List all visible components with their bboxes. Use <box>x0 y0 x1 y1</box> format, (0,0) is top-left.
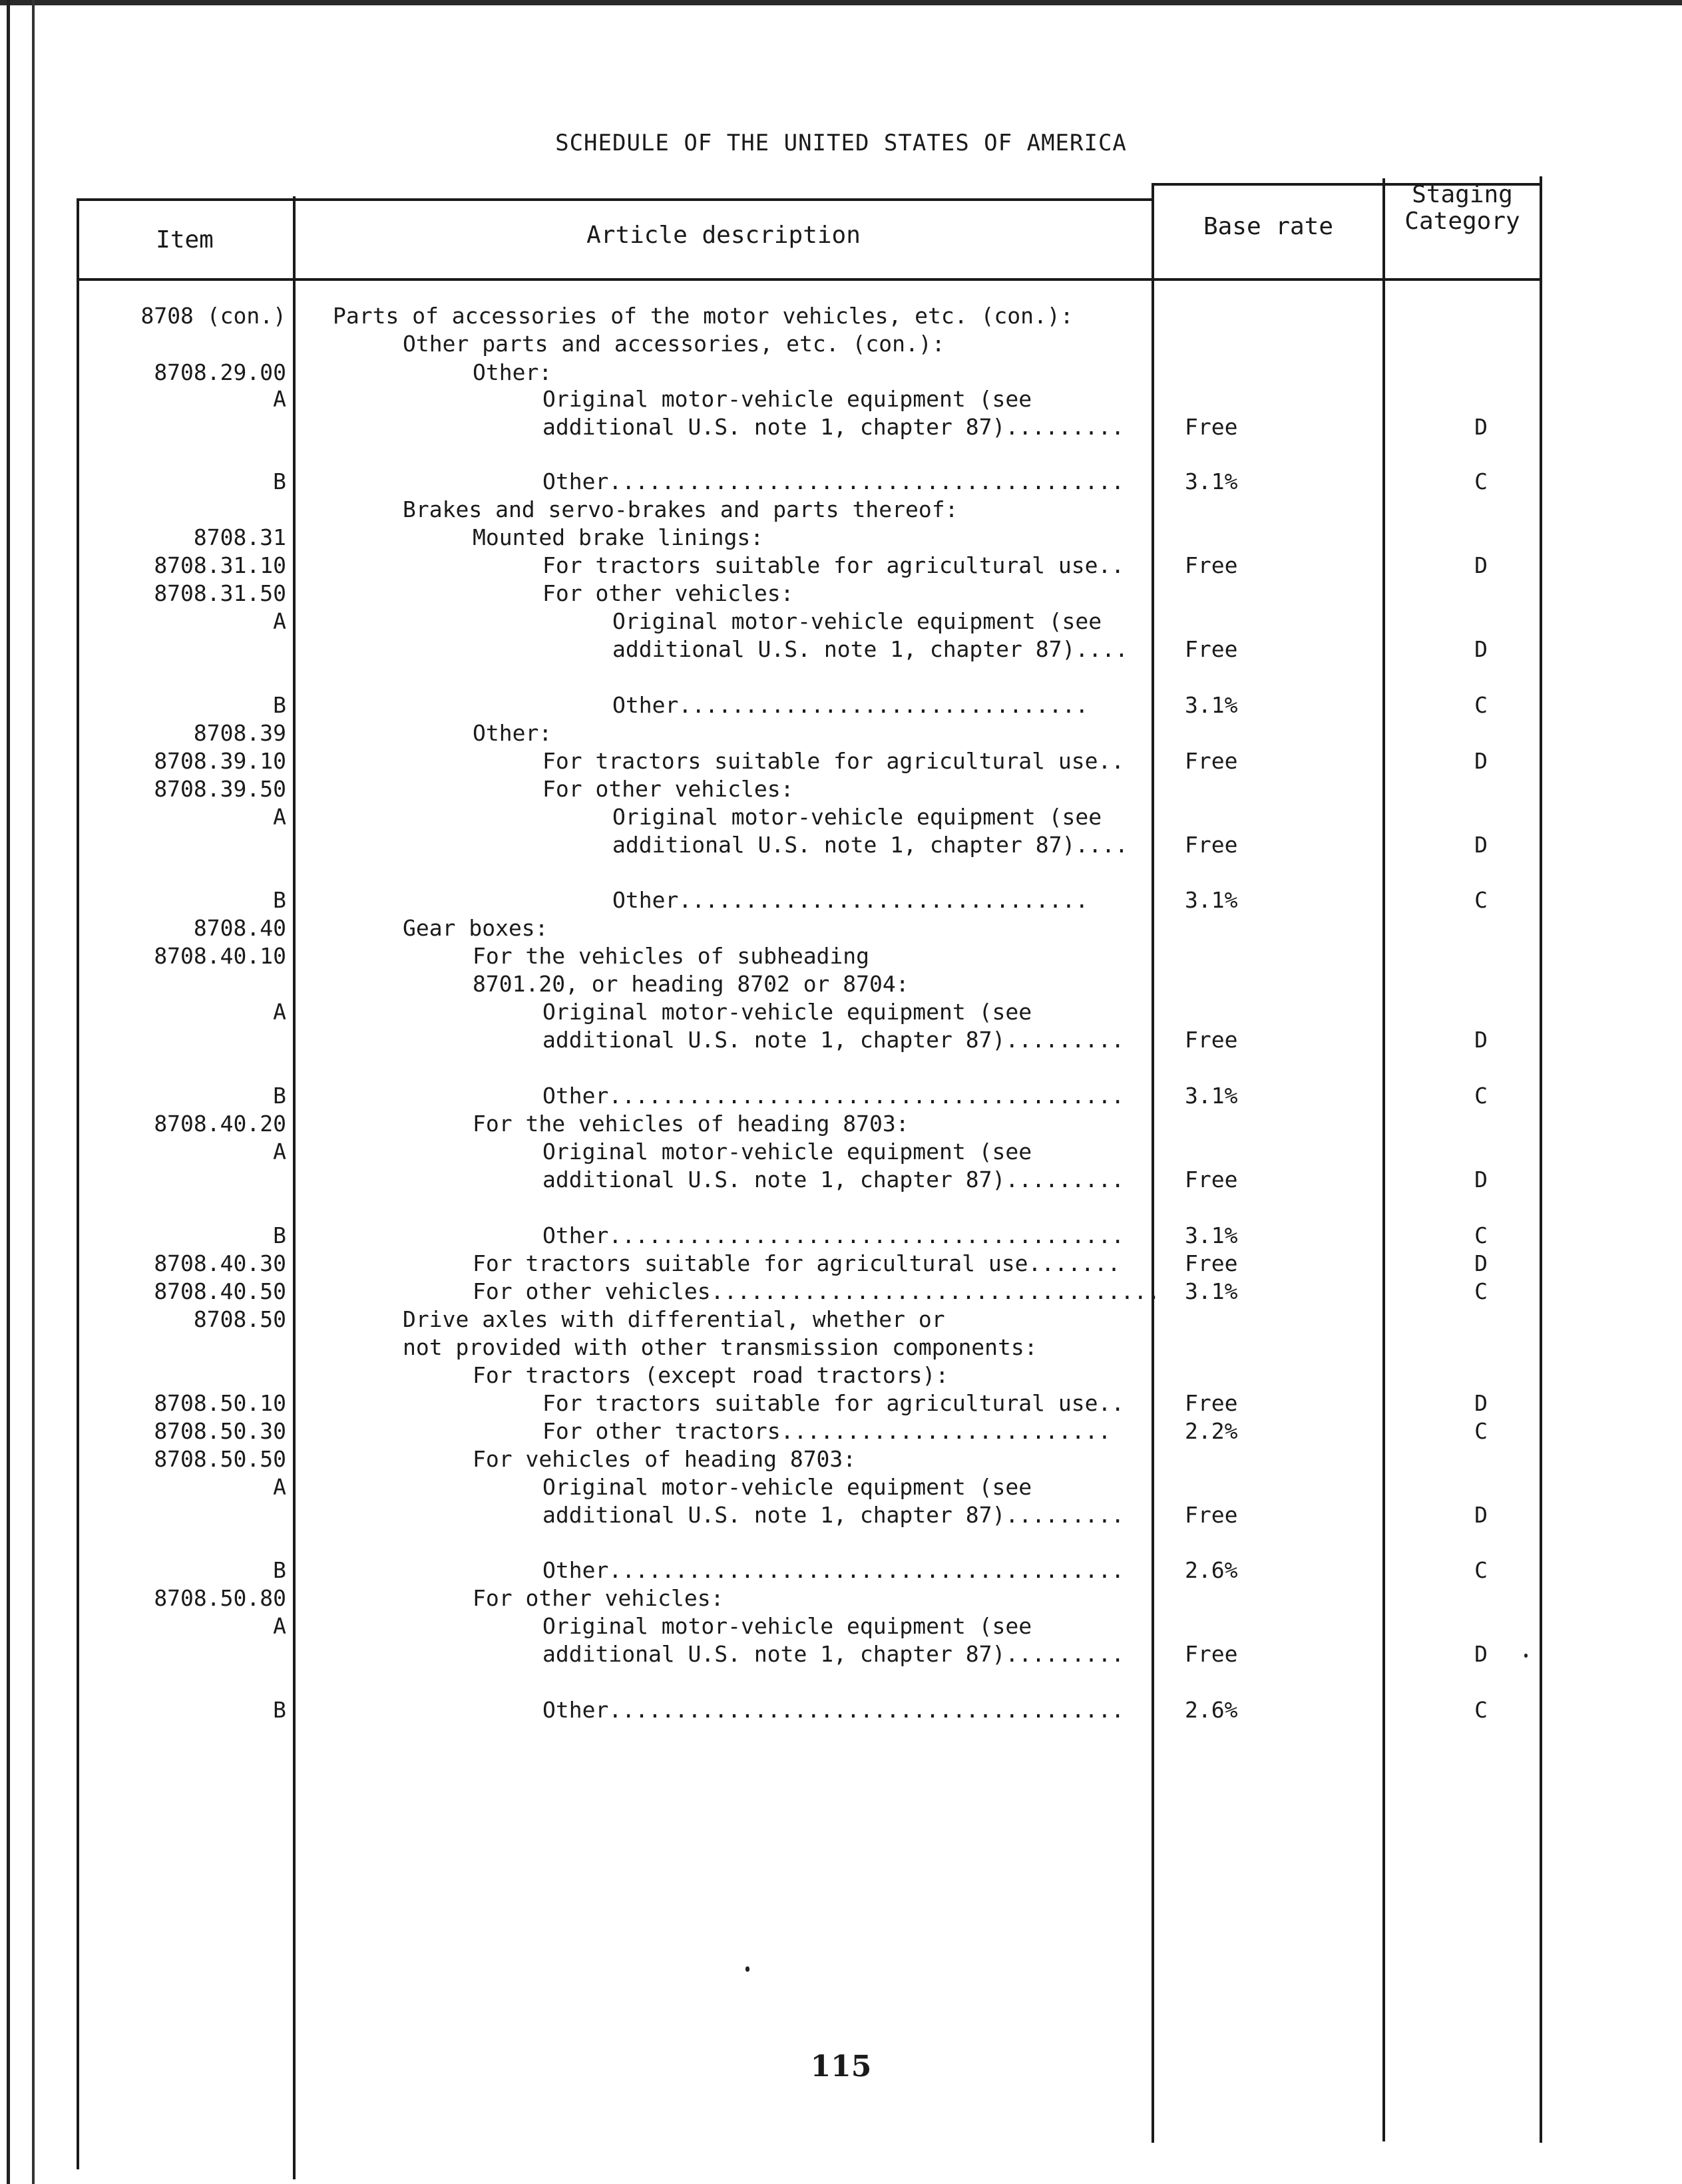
table-row <box>0 331 1682 360</box>
item-code: B <box>273 692 286 718</box>
scan-speck <box>1524 1654 1528 1658</box>
article-description: Original motor-vehicle equipment (see <box>542 1613 1032 1639</box>
staging-category: D <box>1474 552 1488 578</box>
article-description: Other....................................... <box>542 1557 1125 1583</box>
article-description: not provided with other transmission components: <box>403 1334 1038 1360</box>
item-code: B <box>273 887 286 913</box>
item-code: 8708.40.20 <box>154 1111 286 1137</box>
article-description: For other vehicles: <box>473 1585 724 1611</box>
item-code: B <box>273 468 286 494</box>
table-row <box>0 1474 1682 1503</box>
table-row <box>0 359 1682 389</box>
item-code: A <box>273 804 286 830</box>
item-code: A <box>273 386 286 412</box>
article-description: For other vehicles: <box>542 580 794 606</box>
item-code: 8708.40 <box>193 915 286 941</box>
table-row <box>0 776 1682 805</box>
scan-edge-top <box>0 0 1682 5</box>
article-description: Original motor-vehicle equipment (see <box>612 804 1102 830</box>
base-rate: 2.2% <box>1185 1418 1238 1444</box>
staging-category: C <box>1474 1557 1488 1583</box>
base-rate: Free <box>1185 636 1238 662</box>
table-row <box>0 692 1682 721</box>
column-header-description: Article description <box>586 222 861 249</box>
item-code: 8708.50.30 <box>154 1418 286 1444</box>
table-row <box>0 496 1682 526</box>
table-row <box>0 1697 1682 1726</box>
article-description: For tractors suitable for agricultural use.. <box>542 748 1125 774</box>
item-code: B <box>273 1697 286 1723</box>
base-rate: 3.1% <box>1185 1278 1238 1304</box>
base-rate: Free <box>1185 552 1238 578</box>
article-description: Other....................................... <box>542 1222 1125 1248</box>
table-row <box>0 1167 1682 1196</box>
base-rate: 3.1% <box>1185 887 1238 913</box>
header-divider <box>77 278 1542 281</box>
article-description: Other....................................... <box>542 468 1125 494</box>
table-row <box>0 1111 1682 1140</box>
table-row <box>0 1390 1682 1419</box>
column-header-item: Item <box>156 226 214 254</box>
staging-category: D <box>1474 1502 1488 1528</box>
item-code: 8708.31 <box>193 524 286 550</box>
staging-category: C <box>1474 1418 1488 1444</box>
base-rate: Free <box>1185 748 1238 774</box>
item-code: A <box>273 999 286 1025</box>
article-description: For tractors (except road tractors): <box>473 1362 949 1388</box>
item-code: 8708.39.10 <box>154 748 286 774</box>
article-description: additional U.S. note 1, chapter 87)......... <box>542 1502 1125 1528</box>
column-header-staging-line2: Category <box>1404 208 1520 235</box>
column-header-base-rate: Base rate <box>1203 213 1334 240</box>
scan-speck <box>745 1966 749 1972</box>
item-code: A <box>273 1474 286 1500</box>
article-description: For other tractors......................... <box>542 1418 1112 1444</box>
staging-category: D <box>1474 1641 1488 1667</box>
article-description: Original motor-vehicle equipment (see <box>542 999 1032 1025</box>
article-description: additional U.S. note 1, chapter 87)......... <box>542 1167 1125 1192</box>
article-description: Other: <box>473 720 552 746</box>
column-header-staging-line1: Staging <box>1412 181 1513 208</box>
base-rate: 3.1% <box>1185 692 1238 718</box>
table-row <box>0 1362 1682 1391</box>
article-description: Original motor-vehicle equipment (see <box>542 1474 1032 1500</box>
article-description: For tractors suitable for agricultural use.. <box>542 1390 1125 1416</box>
article-description: For other vehicles.................................. <box>473 1278 1161 1304</box>
article-description: For the vehicles of subheading <box>473 943 870 969</box>
base-rate: Free <box>1185 1167 1238 1192</box>
table-row <box>0 887 1682 916</box>
staging-category: C <box>1474 1278 1488 1304</box>
article-description: For tractors suitable for agricultural use.. <box>542 552 1125 578</box>
item-code: 8708.50.50 <box>154 1446 286 1472</box>
table-row <box>0 720 1682 749</box>
table-row <box>0 552 1682 582</box>
item-code: 8708.40.50 <box>154 1278 286 1304</box>
table-row <box>0 999 1682 1028</box>
table-row <box>0 580 1682 610</box>
staging-category: D <box>1474 414 1488 440</box>
article-description: Other............................... <box>612 887 1089 913</box>
article-description: additional U.S. note 1, chapter 87)......... <box>542 1027 1125 1053</box>
staging-category: D <box>1474 1390 1488 1416</box>
page-number: 115 <box>810 2050 872 2084</box>
article-description: Other: <box>473 359 552 385</box>
base-rate: 3.1% <box>1185 1083 1238 1109</box>
table-row <box>0 1334 1682 1364</box>
article-description: additional U.S. note 1, chapter 87).... <box>612 636 1128 662</box>
table-row <box>0 1306 1682 1336</box>
staging-category: D <box>1474 1167 1488 1192</box>
staging-category: C <box>1474 1222 1488 1248</box>
table-row <box>0 414 1682 443</box>
item-code: 8708.31.10 <box>154 552 286 578</box>
item-code: 8708 (con.) <box>140 303 286 329</box>
article-description: additional U.S. note 1, chapter 87).... <box>612 832 1128 858</box>
table-row <box>0 971 1682 1000</box>
item-code: A <box>273 608 286 634</box>
table-row <box>0 915 1682 944</box>
article-description: additional U.S. note 1, chapter 87)......... <box>542 414 1125 440</box>
table-row <box>0 1557 1682 1586</box>
item-code: 8708.40.10 <box>154 943 286 969</box>
article-description: Drive axles with differential, whether or <box>403 1306 945 1332</box>
staging-category: C <box>1474 468 1488 494</box>
staging-category: C <box>1474 1083 1488 1109</box>
item-code: 8708.29.00 <box>154 359 286 385</box>
article-description: Other....................................... <box>542 1697 1125 1723</box>
article-description: Mounted brake linings: <box>473 524 764 550</box>
base-rate: Free <box>1185 1250 1238 1276</box>
staging-category: D <box>1474 636 1488 662</box>
table-row <box>0 1250 1682 1280</box>
article-description: Other parts and accessories, etc. (con.): <box>403 331 945 357</box>
article-description: Gear boxes: <box>403 915 548 941</box>
article-description: For other vehicles: <box>542 776 794 802</box>
article-description: Original motor-vehicle equipment (see <box>542 1139 1032 1165</box>
table-row <box>0 608 1682 637</box>
staging-category: C <box>1474 887 1488 913</box>
article-description: additional U.S. note 1, chapter 87)......... <box>542 1641 1125 1667</box>
base-rate: Free <box>1185 832 1238 858</box>
article-description: Other....................................... <box>542 1083 1125 1109</box>
article-description: For vehicles of heading 8703: <box>473 1446 857 1472</box>
table-row <box>0 1027 1682 1056</box>
item-code: A <box>273 1139 286 1165</box>
table-row <box>0 636 1682 665</box>
table-row <box>0 1613 1682 1642</box>
table-row <box>0 1585 1682 1614</box>
item-code: 8708.50.80 <box>154 1585 286 1611</box>
item-code: 8708.50 <box>193 1306 286 1332</box>
article-description: Original motor-vehicle equipment (see <box>612 608 1102 634</box>
item-code: A <box>273 1613 286 1639</box>
staging-category: D <box>1474 748 1488 774</box>
article-description: For the vehicles of heading 8703: <box>473 1111 909 1137</box>
article-description: For tractors suitable for agricultural use....... <box>473 1250 1121 1276</box>
item-code: 8708.39 <box>193 720 286 746</box>
table-row <box>0 1418 1682 1447</box>
table-row <box>0 1278 1682 1308</box>
base-rate: 2.6% <box>1185 1557 1238 1583</box>
base-rate: Free <box>1185 1027 1238 1053</box>
base-rate: Free <box>1185 1641 1238 1667</box>
base-rate: Free <box>1185 414 1238 440</box>
staging-category: D <box>1474 1027 1488 1053</box>
base-rate: 2.6% <box>1185 1697 1238 1723</box>
article-description: Other............................... <box>612 692 1089 718</box>
table-row <box>0 943 1682 972</box>
base-rate: 3.1% <box>1185 468 1238 494</box>
base-rate: Free <box>1185 1390 1238 1416</box>
table-row <box>0 1139 1682 1168</box>
table-row <box>0 524 1682 554</box>
table-row <box>0 1083 1682 1112</box>
table-row <box>0 748 1682 777</box>
article-description: Brakes and servo-brakes and parts thereof: <box>403 496 958 522</box>
item-code: B <box>273 1557 286 1583</box>
article-description: Parts of accessories of the motor vehicles, etc. (con.): <box>333 303 1074 329</box>
table-row <box>0 468 1682 498</box>
article-description: 8701.20, or heading 8702 or 8704: <box>473 971 909 997</box>
table-row <box>0 386 1682 415</box>
base-rate: 3.1% <box>1185 1222 1238 1248</box>
table-border-top <box>77 198 1152 201</box>
table-row <box>0 1446 1682 1475</box>
base-rate: Free <box>1185 1502 1238 1528</box>
staging-category: C <box>1474 1697 1488 1723</box>
table-row <box>0 1502 1682 1531</box>
item-code: 8708.50.10 <box>154 1390 286 1416</box>
item-code: 8708.40.30 <box>154 1250 286 1276</box>
item-code: B <box>273 1222 286 1248</box>
article-description: Original motor-vehicle equipment (see <box>542 386 1032 412</box>
page-title: SCHEDULE OF THE UNITED STATES OF AMERICA <box>555 130 1127 156</box>
staging-category: D <box>1474 1250 1488 1276</box>
table-row <box>0 1641 1682 1670</box>
item-code: 8708.31.50 <box>154 580 286 606</box>
item-code: B <box>273 1083 286 1109</box>
table-row <box>0 303 1682 332</box>
table-row <box>0 832 1682 861</box>
table-row <box>0 804 1682 833</box>
staging-category: D <box>1474 832 1488 858</box>
staging-category: C <box>1474 692 1488 718</box>
item-code: 8708.39.50 <box>154 776 286 802</box>
table-row <box>0 1222 1682 1252</box>
